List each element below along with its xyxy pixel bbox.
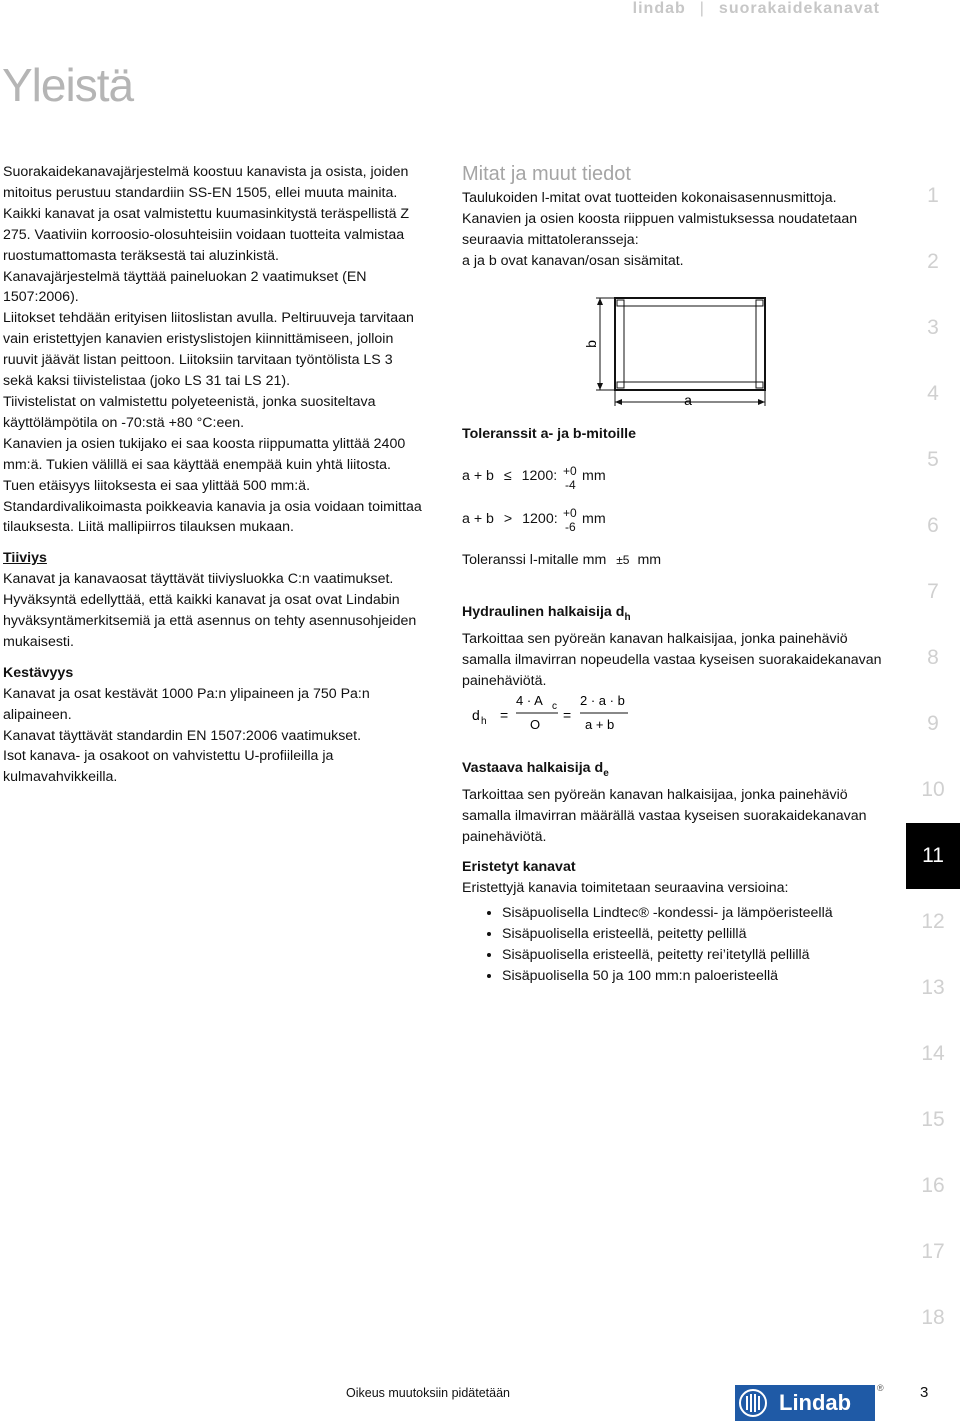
dimension-label-b: b bbox=[583, 340, 599, 348]
registered-mark: ® bbox=[877, 1383, 884, 1393]
tab-chapter-7[interactable]: 7 bbox=[927, 580, 939, 603]
lindab-logo bbox=[735, 1385, 875, 1421]
tab-chapter-12[interactable]: 12 bbox=[921, 910, 945, 933]
right-column bbox=[462, 162, 882, 272]
svg-text:h: h bbox=[481, 716, 487, 727]
paragraph: Tarkoittaa sen pyöreän kanavan halkaisijaa, jonka painehäviö samalla ilmavirran määrällä vastaa kyseisen suorakaidekanavan painehäviötä. bbox=[462, 786, 867, 845]
insulation-list bbox=[462, 903, 882, 987]
header-section: suorakaidekanavat bbox=[718, 0, 880, 17]
paragraph: a ja b ovat kanavan/osan sisämitat. bbox=[462, 252, 684, 269]
tab-chapter-4[interactable]: 4 bbox=[927, 382, 939, 405]
duct-inner-frame bbox=[624, 306, 756, 382]
svg-text:c: c bbox=[552, 701, 557, 712]
paragraph: Isot kanava- ja osakoot on vahvistettu U-profiileilla ja kulmavahvikkeilla. bbox=[3, 748, 334, 786]
left-column bbox=[3, 162, 425, 788]
paragraph: Tiivistelistat on valmistettu polyeteenistä, jonka suositeltava käyttölämpötila on -70:stä +80 °C:een. bbox=[3, 393, 376, 431]
paragraph: Kanavat täyttävät standardin EN 1507:2006 vaatimukset. bbox=[3, 727, 362, 744]
tolerance-l-row: Toleranssi l-mitalle mm ±5 mm bbox=[462, 552, 662, 568]
header-brand: lindab bbox=[632, 0, 686, 17]
tab-chapter-6[interactable]: 6 bbox=[927, 514, 939, 537]
hydraulic-title: Hydraulinen halkaisija $d_h$ bbox=[462, 604, 631, 623]
paragraph: Kaikki kanavat ja osat valmistettu kuumasinkitystä teräspellistä Z 275. Vaativiin korroosio-olosuhteisiin voidaan tuotteita valmistaa ruostumattomasta teräksestä tai aluzinkistä. bbox=[3, 205, 410, 264]
section-heading-kestavyys: Kestävyys bbox=[3, 664, 74, 681]
chapter-tabs bbox=[906, 163, 960, 1351]
svg-text:2 · a · b: 2 · a · b bbox=[580, 693, 625, 708]
tolerance-row-1: a + b ≤ 1200: bbox=[462, 468, 558, 484]
svg-text:a + b: a + b bbox=[585, 717, 615, 732]
paragraph: Kanavat ja kanavaosat täyttävät tiiviysluokka C:n vaatimukset. Hyväksyntä edellyttää, että kaikki kanavat ja osat ovat Lindabin hyväksyntämerkitsemiä ja että asennus on tehty asennusohjeiden mukaisesti. bbox=[3, 571, 417, 650]
tolerance-2-unit: mm bbox=[582, 511, 606, 527]
hydraulic-formula bbox=[470, 688, 670, 738]
hydraulic-section bbox=[462, 602, 882, 691]
tolerance-title: Toleranssit a- ja b-mitoille bbox=[462, 426, 636, 442]
list-item: • Sisäpuolisella eristeellä, peitetty rei’itetyllä pellillä bbox=[502, 945, 882, 966]
tab-chapter-2[interactable]: 2 bbox=[927, 250, 939, 273]
tolerance-row-2: a + b > 1200: bbox=[462, 511, 558, 527]
header-separator: | bbox=[699, 0, 705, 17]
section-heading-tiiviys: Tiiviys bbox=[3, 550, 47, 567]
paragraph: Taulukoiden l-mitat ovat tuotteiden kokonaisasennusmittoja. Kanavien ja osien koosta riippuen valmistuksessa noudatetaan seuraavia mittatoleransseja: bbox=[462, 190, 858, 248]
tab-chapter-1[interactable]: 1 bbox=[927, 184, 939, 207]
duct-outer-frame bbox=[615, 298, 765, 390]
logo-wordmark: Lindab bbox=[779, 1390, 852, 1415]
tolerance-2-upper: +0 bbox=[563, 506, 577, 520]
corner-pieces bbox=[617, 300, 763, 388]
tab-chapter-16[interactable]: 16 bbox=[921, 1174, 945, 1197]
insulated-title: Eristetyt kanavat bbox=[462, 859, 576, 876]
tab-chapter-11[interactable]: 11 bbox=[906, 823, 960, 889]
tab-chapter-9[interactable]: 9 bbox=[927, 712, 939, 735]
svg-text:d: d bbox=[472, 707, 480, 723]
list-item: • Sisäpuolisella 50 ja 100 mm:n paloeristeellä bbox=[502, 966, 882, 987]
tab-chapter-17[interactable]: 17 bbox=[921, 1240, 945, 1263]
svg-text:4 · A: 4 · A bbox=[516, 693, 543, 708]
tab-chapter-5[interactable]: 5 bbox=[927, 448, 939, 471]
paragraph: Kanavajärjestelmä täyttää paineluokan 2 vaatimukset (EN 1507:2006). bbox=[3, 268, 367, 306]
tab-chapter-15[interactable]: 15 bbox=[921, 1108, 945, 1131]
page-title: Yleistä bbox=[2, 59, 134, 111]
paragraph: Suorakaidekanavajärjestelmä koostuu kanavista ja osista, joiden mitoitus perustuu standardiin SS-EN 1505, ellei muuta mainita. bbox=[3, 164, 409, 201]
paragraph: Standardivalikoimasta poikkeavia kanavia ja osia voidaan toimittaa tilauksesta. Liitä mallipiirros tilauksen mukaan. bbox=[3, 498, 422, 536]
running-header bbox=[633, 0, 880, 18]
svg-text:=: = bbox=[500, 707, 509, 723]
tolerance-1-upper: +0 bbox=[563, 464, 577, 478]
paragraph: Kanavat ja osat kestävät 1000 Pa:n ylipaineen ja 750 Pa:n alipaineen. bbox=[3, 685, 370, 723]
tab-chapter-18[interactable]: 18 bbox=[921, 1306, 945, 1329]
svg-text:=: = bbox=[563, 707, 572, 723]
tab-chapter-14[interactable]: 14 bbox=[921, 1042, 945, 1065]
paragraph: Tarkoittaa sen pyöreän kanavan halkaisijaa, jonka painehäviö samalla ilmavirran nopeudella vastaa kyseisen suorakaidekanavan painehäviötä. bbox=[462, 630, 882, 689]
section-title-mitat: Mitat ja muut tiedot bbox=[462, 163, 631, 185]
tolerance-1-lower: -4 bbox=[565, 478, 576, 492]
tolerance-1-unit: mm bbox=[582, 468, 606, 484]
tab-chapter-10[interactable]: 10 bbox=[921, 778, 945, 801]
tab-chapter-3[interactable]: 3 bbox=[927, 316, 939, 339]
svg-text:O: O bbox=[530, 717, 541, 732]
list-item: • Sisäpuolisella Lindtec® -kondessi- ja lämpöeristeellä bbox=[502, 903, 882, 924]
equivalent-title: Vastaava halkaisija $d_e$ bbox=[462, 760, 609, 779]
footer-note: Oikeus muutoksiin pidätetään bbox=[346, 1386, 510, 1400]
duct-section-diagram bbox=[560, 290, 800, 415]
paragraph: Kanavien ja osien tukijako ei saa koosta riippumatta ylittää 2400 mm:ä. Tukien välillä ei saa käyttää enempää kuin yhtä liitosta. Tuen etäisyys liitoksesta ei saa ylittää 500 mm:ä. bbox=[3, 435, 406, 494]
list-item: • Sisäpuolisella eristeellä, peitetty pellillä bbox=[502, 924, 882, 945]
page-number: 3 bbox=[920, 1384, 929, 1401]
dimension-label-a: a bbox=[684, 392, 692, 408]
tab-chapter-13[interactable]: 13 bbox=[921, 976, 945, 999]
paragraph: Liitokset tehdään erityisen liitoslistan avulla. Peltiruuveja tarvitaan vain eristettyjen kanavien eristyslistojen kiinnittämiseen, jolloin ruuvit jäävät listan peittoon. Liitoksiin tarvitaan työntölista LS 3 sekä kaksi tiivistelistaa (joko LS 31 tai LS 21). bbox=[3, 310, 414, 390]
equivalent-section bbox=[462, 758, 882, 987]
lindab-mark-icon bbox=[735, 1385, 771, 1421]
tab-chapter-8[interactable]: 8 bbox=[927, 646, 939, 669]
paragraph: Eristettyjä kanavia toimitetaan seuraavina versioina: bbox=[462, 880, 789, 897]
tolerance-2-lower: -6 bbox=[565, 520, 576, 534]
